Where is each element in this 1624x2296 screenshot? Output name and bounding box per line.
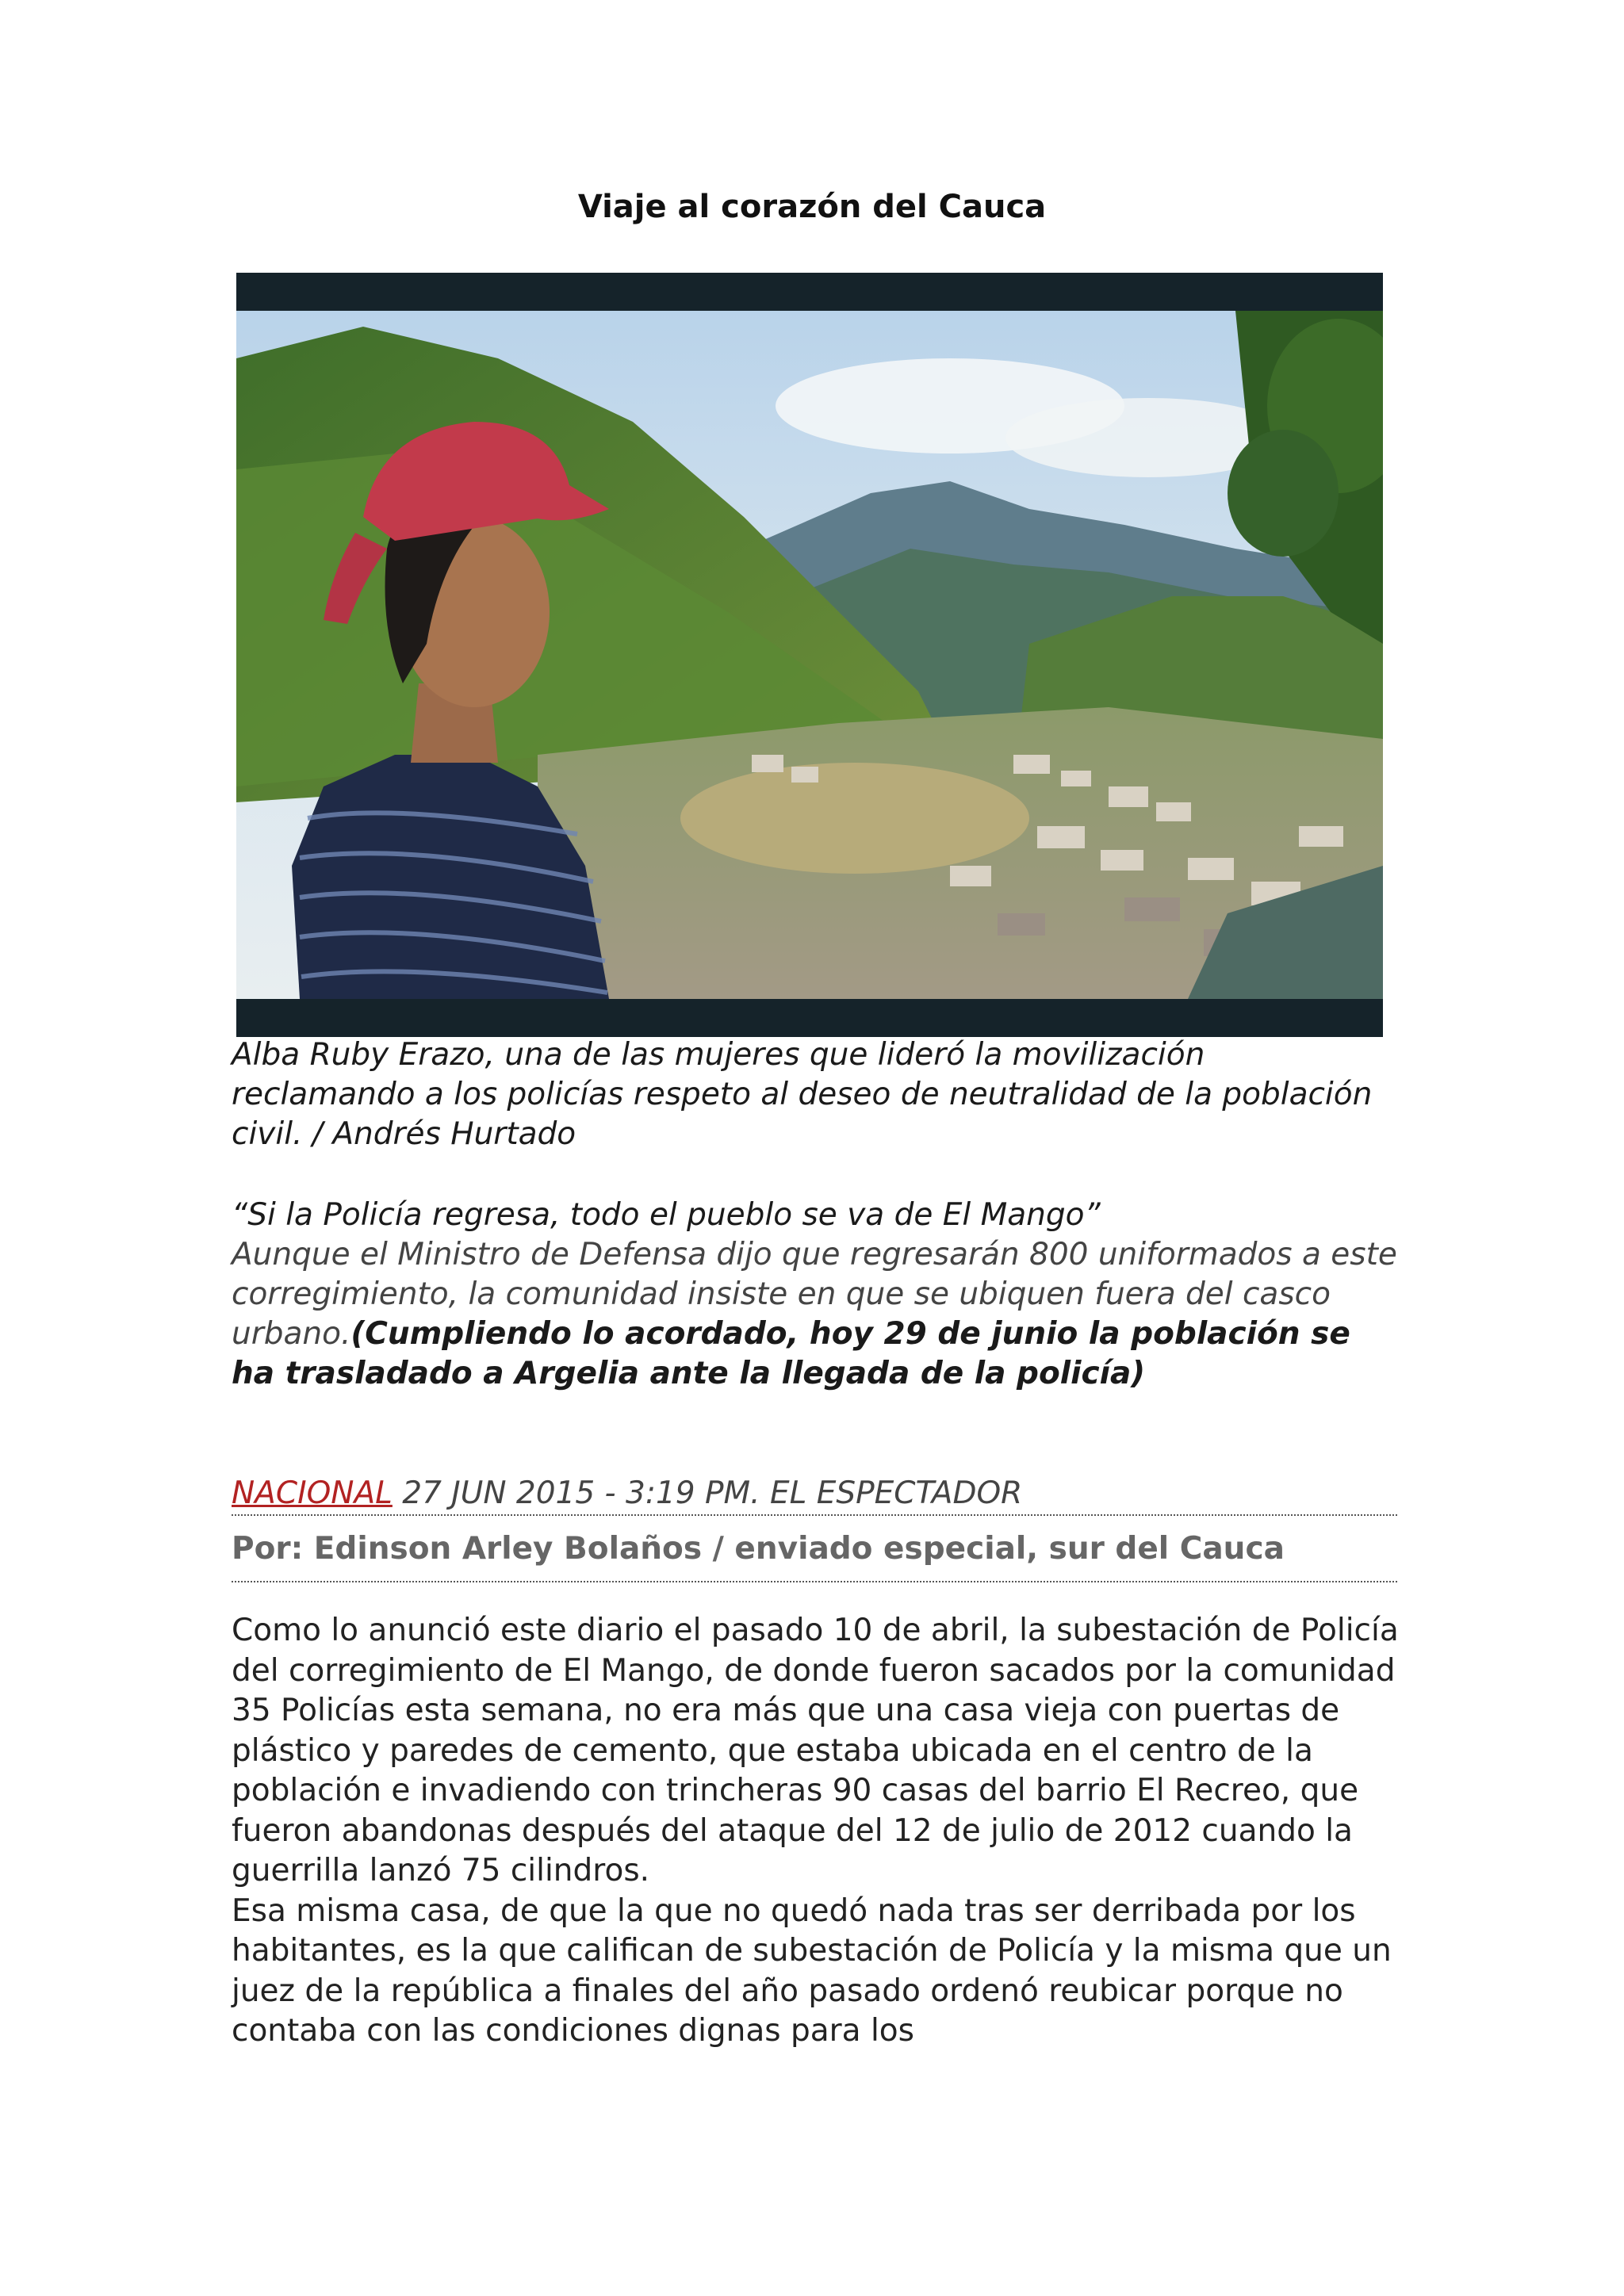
section-link[interactable]: NACIONAL: [232, 1475, 393, 1511]
article-title: Viaje al corazón del Cauca: [577, 189, 1047, 225]
article-subhead: [232, 1196, 1397, 1394]
article-photo: [236, 273, 1383, 1037]
article-body: [232, 1611, 1405, 2052]
photo-caption: Alba Ruby Erazo, una de las mujeres que lideró la movilización reclamando a los policías respeto al deseo de neutralidad de la población civil. / Andrés Hurtado: [232, 1037, 1373, 1152]
paragraph: Como lo anunció este diario el pasado 10 de abril, la subestación de Policía del corregimiento de El Mango, de donde fueron sacados por la comunidad 35 Policías esta semana, no era más que una casa vieja con puertas de plástico y paredes de cemento, que estaba ubicada en el centro de la población e invadiendo con trincheras 90 casas del barrio El Recreo, que fueron abandonas después del ataque del 12 de julio de 2012 cuando la guerrilla lanzó 75 cilindros.: [232, 1613, 1399, 1888]
article-meta: [232, 1473, 1397, 1516]
paragraph: Esa misma casa, de que la que no quedó nada tras ser derribada por los habitantes, es la que califican de subestación de Policía y la misma que un juez de la república a finales del año pasado ordenó reubicar porque no contaba con las condiciones dignas para los: [232, 1892, 1392, 2049]
article-lead: Aunque el Ministro de Defensa dijo que regresarán 800 uniformados a este corregimiento, la comunidad insiste en que se ubiquen fuera del casco urbano.: [232, 1237, 1397, 1352]
byline: Por: Edinson Arley Bolaños / enviado especial, sur del Cauca: [232, 1529, 1397, 1582]
village-landscape-photo: [236, 311, 1383, 999]
headline-quote: “Si la Policía regresa, todo el pueblo se va de El Mango”: [232, 1197, 1101, 1233]
update-note: (Cumpliendo lo acordado, hoy 29 de junio la población se ha trasladado a Argelia ante la llegada de la policía): [232, 1316, 1350, 1391]
dateline: 27 JUN 2015 - 3:19 PM. EL ESPECTADOR: [392, 1475, 1023, 1511]
